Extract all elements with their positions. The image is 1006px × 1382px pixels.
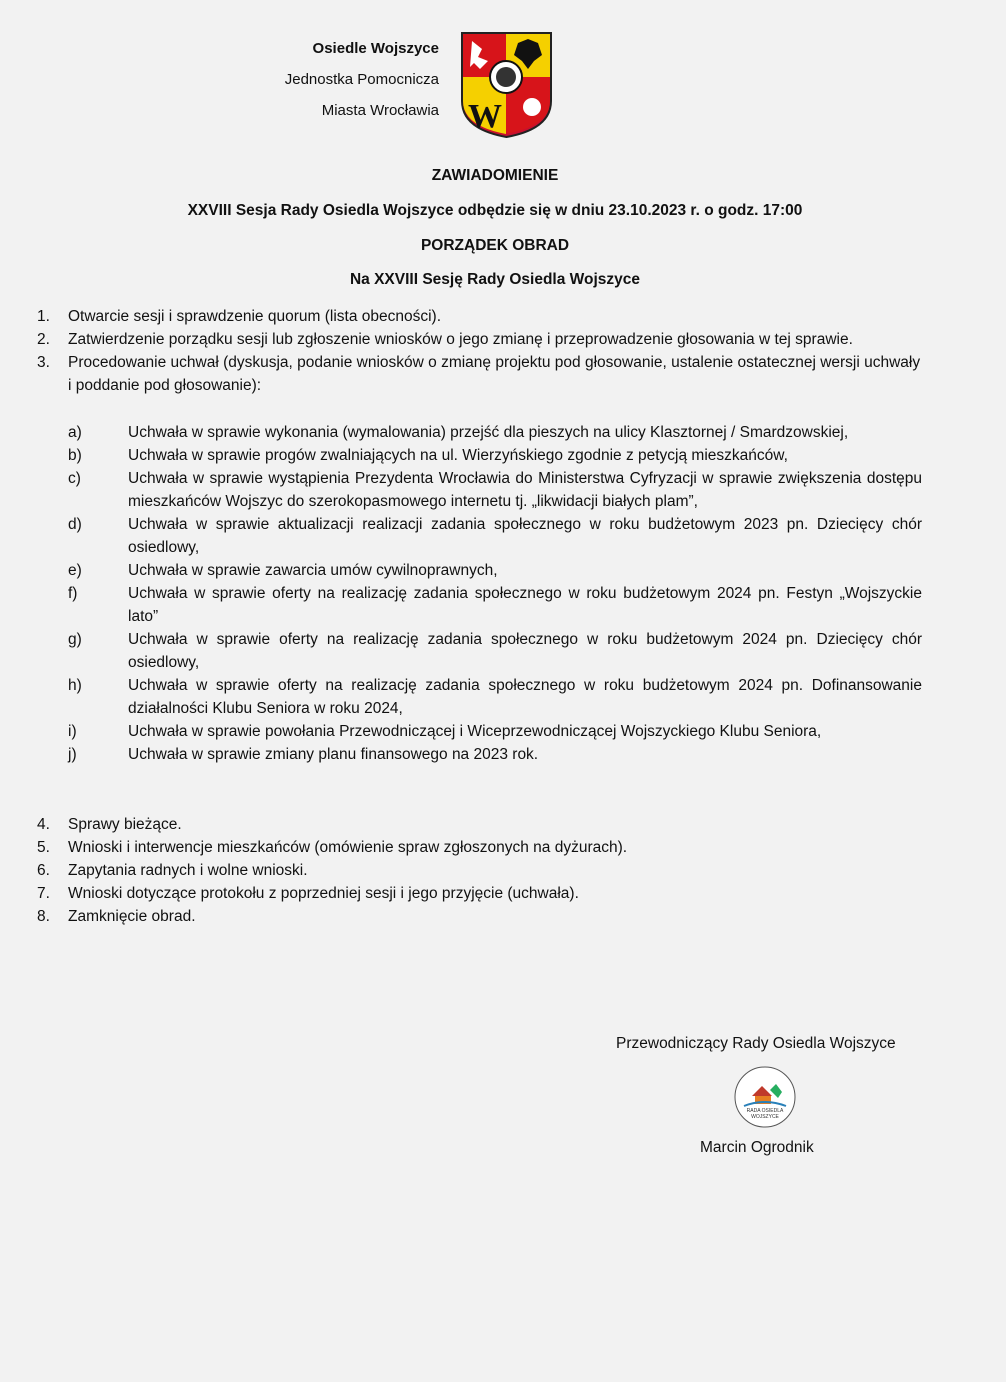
list-item-text: Uchwała w sprawie zmiany planu finansowego na 2023 rok.: [128, 746, 539, 763]
list-item-number: f): [68, 585, 78, 602]
list-item-number: 2.: [37, 331, 50, 348]
list-item-text: Uchwała w sprawie powołania Przewodniczącej i Wiceprzewodniczącej Wojszyckiego Klubu Seniora,: [128, 723, 822, 740]
stamp-line2: WOJSZYCE: [751, 1114, 779, 1120]
agenda-list-bottom: [37, 813, 922, 928]
list-item-number: a): [68, 424, 82, 441]
list-item-text: Wnioski i interwencje mieszkańców (omówienie spraw zgłoszonych na dyżurach).: [68, 839, 628, 856]
stamp-line1: RADA OSIEDLA: [746, 1108, 784, 1114]
list-item: [68, 467, 922, 513]
agenda-subtitle: Na XXVIII Sesję Rady Osiedla Wojszyce: [349, 271, 641, 288]
list-item: [68, 559, 922, 582]
list-item-number: 8.: [37, 908, 50, 925]
list-item: [37, 328, 922, 351]
list-item-text: Zamknięcie obrad.: [68, 908, 196, 925]
list-item: [37, 305, 922, 328]
agenda-list-top: [37, 305, 922, 397]
list-item-text: Uchwała w sprawie aktualizacji realizacji zadania społecznego w roku budżetowym 2023 pn. Dziecięcy chór osiedlowy,: [128, 516, 922, 556]
list-item-number: 4.: [37, 816, 50, 833]
header-text: [285, 33, 439, 126]
list-item-text: Otwarcie sesji i sprawdzenie quorum (lista obecności).: [68, 308, 442, 325]
list-item-text: Zapytania radnych i wolne wnioski.: [68, 862, 308, 879]
council-stamp-icon: [734, 1066, 796, 1128]
list-item-number: j): [68, 746, 77, 763]
agenda-sublist: [68, 421, 922, 766]
list-item: [37, 813, 922, 836]
signature-role: Przewodniczący Rady Osiedla Wojszyce: [616, 1035, 896, 1052]
list-item-number: 5.: [37, 839, 50, 856]
list-item: [68, 421, 922, 444]
list-item-number: 7.: [37, 885, 50, 902]
unit-line1: Jednostka Pomocnicza: [284, 71, 439, 88]
crest-icon: [460, 31, 553, 139]
list-item-number: c): [68, 470, 81, 487]
org-name: Osiedle Wojszyce: [312, 40, 439, 57]
list-item: [68, 513, 922, 559]
unit-line2: Miasta Wrocławia: [321, 102, 439, 119]
list-item-number: 6.: [37, 862, 50, 879]
list-item-text: Uchwała w sprawie oferty na realizację zadania społecznego w roku budżetowym 2024 pn. Dziecięcy chór osiedlowy,: [128, 631, 922, 671]
list-item-text: Procedowanie uchwał (dyskusja, podanie wniosków o zmianę projektu pod głosowanie, ustalenie ostatecznej wersji uchwały i poddanie pod głosowanie):: [68, 354, 921, 394]
list-item: [68, 444, 922, 467]
list-item-text: Wnioski dotyczące protokołu z poprzedniej sesji i jego przyjęcie (uchwała).: [68, 885, 579, 902]
list-item-text: Uchwała w sprawie zawarcia umów cywilnoprawnych,: [128, 562, 498, 579]
list-item: [68, 743, 922, 766]
crest-letter: W: [468, 98, 502, 135]
list-item-number: h): [68, 677, 82, 694]
list-item-text: Uchwała w sprawie wykonania (wymalowania) przejść dla pieszych na ulicy Klasztornej / Smardzowskiej,: [128, 424, 849, 441]
list-item-text: Zatwierdzenie porządku sesji lub zgłoszenie wniosków o jego zmianę i przeprowadzenie głosowania w tej sprawie.: [68, 331, 853, 348]
list-item: [68, 674, 922, 720]
list-item-text: Uchwała w sprawie progów zwalniających na ul. Wierzyńskiego zgodnie z petycją mieszkańców,: [128, 447, 788, 464]
list-item-text: Sprawy bieżące.: [68, 816, 182, 833]
signature-name: Marcin Ogrodnik: [700, 1139, 814, 1156]
list-item: [68, 720, 922, 743]
list-item-text: Uchwała w sprawie oferty na realizację zadania społecznego w roku budżetowym 2024 pn. Dofinansowanie działalności Klubu Seniora w roku 2024,: [128, 677, 922, 717]
list-item-number: 1.: [37, 308, 50, 325]
list-item-text: Uchwała w sprawie wystąpienia Prezydenta Wrocławia do Ministerstwa Cyfryzacji w sprawie zwiększenia dostępu mieszkańców Wojszyc do szerokopasmowego internetu tj. „likwidacji białych plam”,: [128, 470, 922, 510]
list-item-text: Uchwała w sprawie oferty na realizację zadania społecznego w roku budżetowym 2024 pn. Festyn „Wojszyckie lato”: [128, 585, 922, 625]
list-item: [37, 882, 922, 905]
agenda-title: PORZĄDEK OBRAD: [420, 237, 570, 254]
list-item-number: g): [68, 631, 82, 648]
list-item-number: d): [68, 516, 82, 533]
list-item-number: 3.: [37, 354, 50, 371]
list-item-number: b): [68, 447, 82, 464]
notice-title: ZAWIADOMIENIE: [431, 167, 559, 184]
list-item: [37, 351, 922, 397]
list-item-number: e): [68, 562, 82, 579]
list-item-number: i): [68, 723, 77, 740]
list-item: [68, 582, 922, 628]
session-line: XXVIII Sesja Rady Osiedla Wojszyce odbędzie się w dniu 23.10.2023 r. o godz. 17:00: [187, 202, 803, 219]
list-item: [37, 905, 922, 928]
list-item: [37, 859, 922, 882]
list-item: [68, 628, 922, 674]
list-item: [37, 836, 922, 859]
